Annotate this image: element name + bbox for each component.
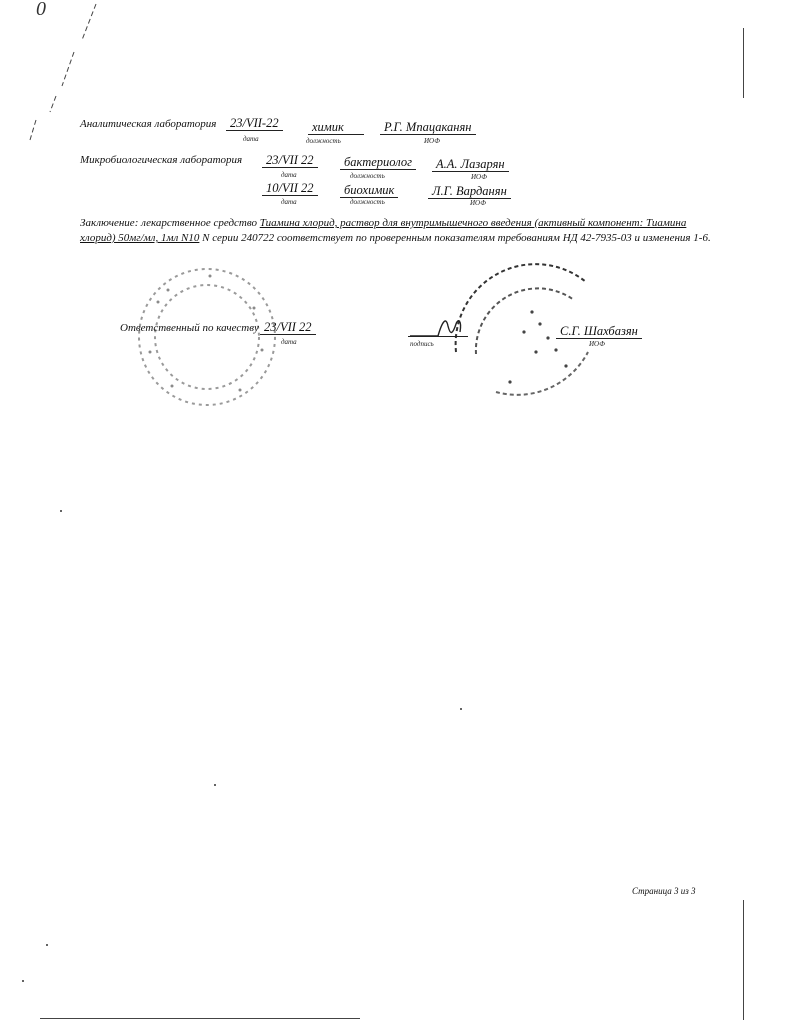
micro-row2-position-caption: должность — [350, 198, 385, 206]
micro-row1-position: бактериолог — [340, 155, 416, 170]
analytical-date: 23/VII-22 — [226, 116, 283, 131]
micro-row1-date-caption: дата — [281, 171, 297, 179]
analytical-name: Р.Г. Мпацаканян — [380, 120, 476, 135]
responsible-name-caption: ИОФ — [589, 340, 605, 348]
micro-row1-date: 23/VII 22 — [262, 153, 318, 168]
responsible-name: С.Г. Шахбазян — [556, 324, 642, 339]
responsible-label: Ответственный по качеству — [120, 322, 259, 334]
scan-speck — [22, 980, 24, 982]
conclusion-rest: N серии 240722 соответствует по проверенным показателям требованиям НД 42-7935-03 и изменения 1-6. — [199, 232, 711, 244]
micro-row1-position-caption: должность — [350, 172, 385, 180]
micro-row2-name: Л.Г. Варданян — [428, 184, 511, 199]
scan-speck — [46, 944, 48, 946]
signature-caption: подпись — [410, 340, 434, 348]
micro-row2-position: биохимик — [340, 183, 398, 198]
conclusion-product: Тиамина хлорид, раствор для внутримышечного введения (активный компонент: Тиамина хлорид) 50мг/мл, 1мл N10 — [80, 217, 687, 244]
micro-row2-name-caption: ИОФ — [470, 199, 486, 207]
micro-row2-date: 10/VII 22 — [262, 181, 318, 196]
micro-row2-date-caption: дата — [281, 198, 297, 206]
analytical-name-caption: ИОФ — [424, 137, 440, 145]
signature-underline — [408, 336, 468, 337]
analytical-position-caption: должность — [306, 137, 341, 145]
scan-stroke — [0, 0, 120, 160]
micro-row1-name-caption: ИОФ — [471, 173, 487, 181]
bottom-scan-edge — [40, 1018, 360, 1019]
scan-speck — [460, 708, 462, 710]
conclusion-lead: Заключение: лекарственное средство — [80, 217, 260, 229]
analytical-date-caption: дата — [243, 135, 259, 143]
analytical-position: химик — [308, 120, 364, 135]
scan-speck — [60, 510, 62, 512]
responsible-date-caption: дата — [281, 338, 297, 346]
page-number: Страница 3 из 3 — [632, 886, 696, 896]
corner-mark: 0 — [36, 0, 46, 20]
analytical-lab-label: Аналитическая лаборатория — [80, 118, 217, 130]
scan-speck — [214, 784, 216, 786]
micro-lab-label: Микробиологическая лаборатория — [80, 154, 243, 166]
right-scan-edge — [743, 28, 744, 98]
responsible-date: 23/VII 22 — [260, 320, 316, 335]
left-round-stamp — [128, 262, 286, 412]
micro-row1-name: А.А. Лазарян — [432, 157, 509, 172]
right-scan-edge-bottom — [743, 900, 744, 1020]
signature-mark — [408, 312, 468, 342]
conclusion-paragraph — [80, 216, 714, 246]
